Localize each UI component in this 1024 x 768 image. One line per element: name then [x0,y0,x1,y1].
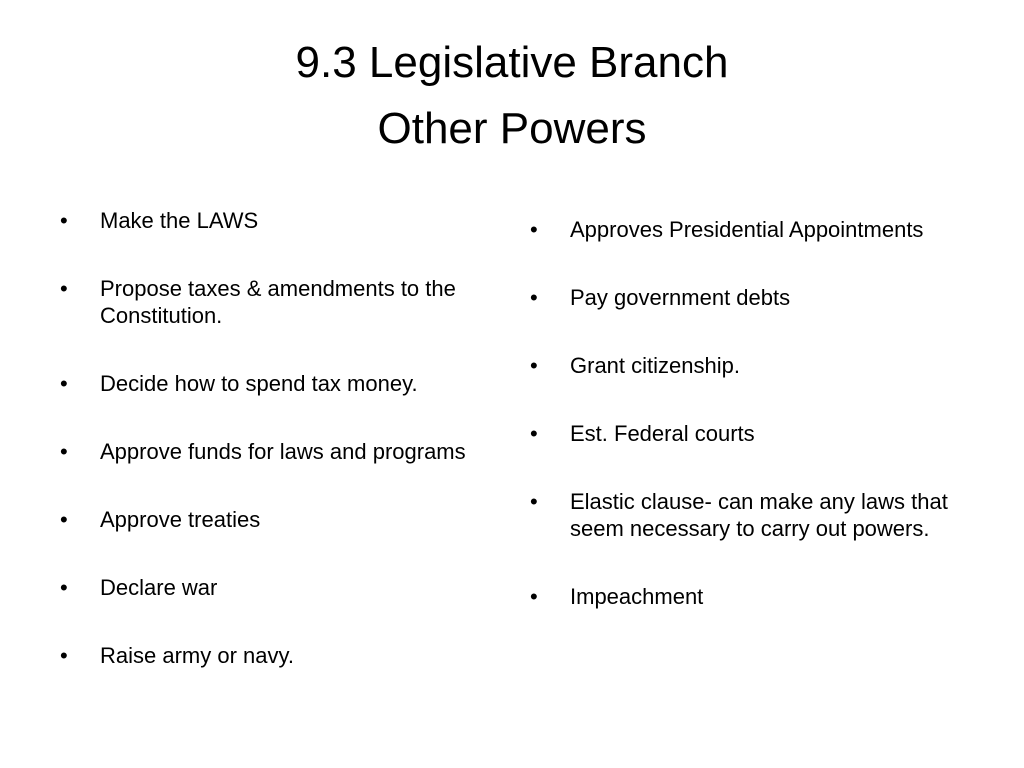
bullet-icon: • [60,507,68,532]
list-item [60,370,490,397]
list-item [530,488,970,542]
bullet-icon: • [60,208,68,233]
list-item [60,506,490,533]
bullet-icon: • [60,371,68,396]
slide-title-line-2: Other Powers [377,104,647,153]
list-item-text: Grant citizenship. [570,353,740,378]
bullet-icon: • [60,439,68,464]
bullet-icon: • [530,217,538,242]
list-item [60,642,490,669]
list-item [530,583,970,610]
list-item [530,420,970,447]
list-item [60,207,490,234]
list-item [530,216,970,243]
list-item-text: Elastic clause- can make any laws that seem necessary to carry out powers. [570,489,948,541]
list-item-text: Propose taxes & amendments to the Constitution. [100,276,456,328]
right-bullet-list [530,216,970,651]
list-item [530,284,970,311]
bullet-icon: • [530,421,538,446]
bullet-icon: • [530,489,538,514]
list-item-text: Pay government debts [570,285,791,310]
bullet-icon: • [60,643,68,668]
slide-title-line-1: 9.3 Legislative Branch [295,38,729,87]
bullet-icon: • [530,584,538,609]
list-item-text: Approve treaties [100,507,261,532]
list-item-text: Approves Presidential Appointments [570,217,924,242]
list-item-text: Make the LAWS [100,208,259,233]
list-item [60,574,490,601]
list-item-text: Impeachment [570,584,704,609]
list-item-text: Approve funds for laws and programs [100,439,466,464]
bullet-icon: • [60,276,68,301]
list-item [60,275,490,329]
list-item-text: Raise army or navy. [100,643,294,668]
left-bullet-list [60,207,490,710]
list-item [60,438,490,465]
slide-title [0,30,1024,162]
bullet-icon: • [60,575,68,600]
bullet-icon: • [530,353,538,378]
list-item-text: Decide how to spend tax money. [100,371,418,396]
list-item [530,352,970,379]
list-item-text: Est. Federal courts [570,421,755,446]
bullet-icon: • [530,285,538,310]
list-item-text: Declare war [100,575,218,600]
